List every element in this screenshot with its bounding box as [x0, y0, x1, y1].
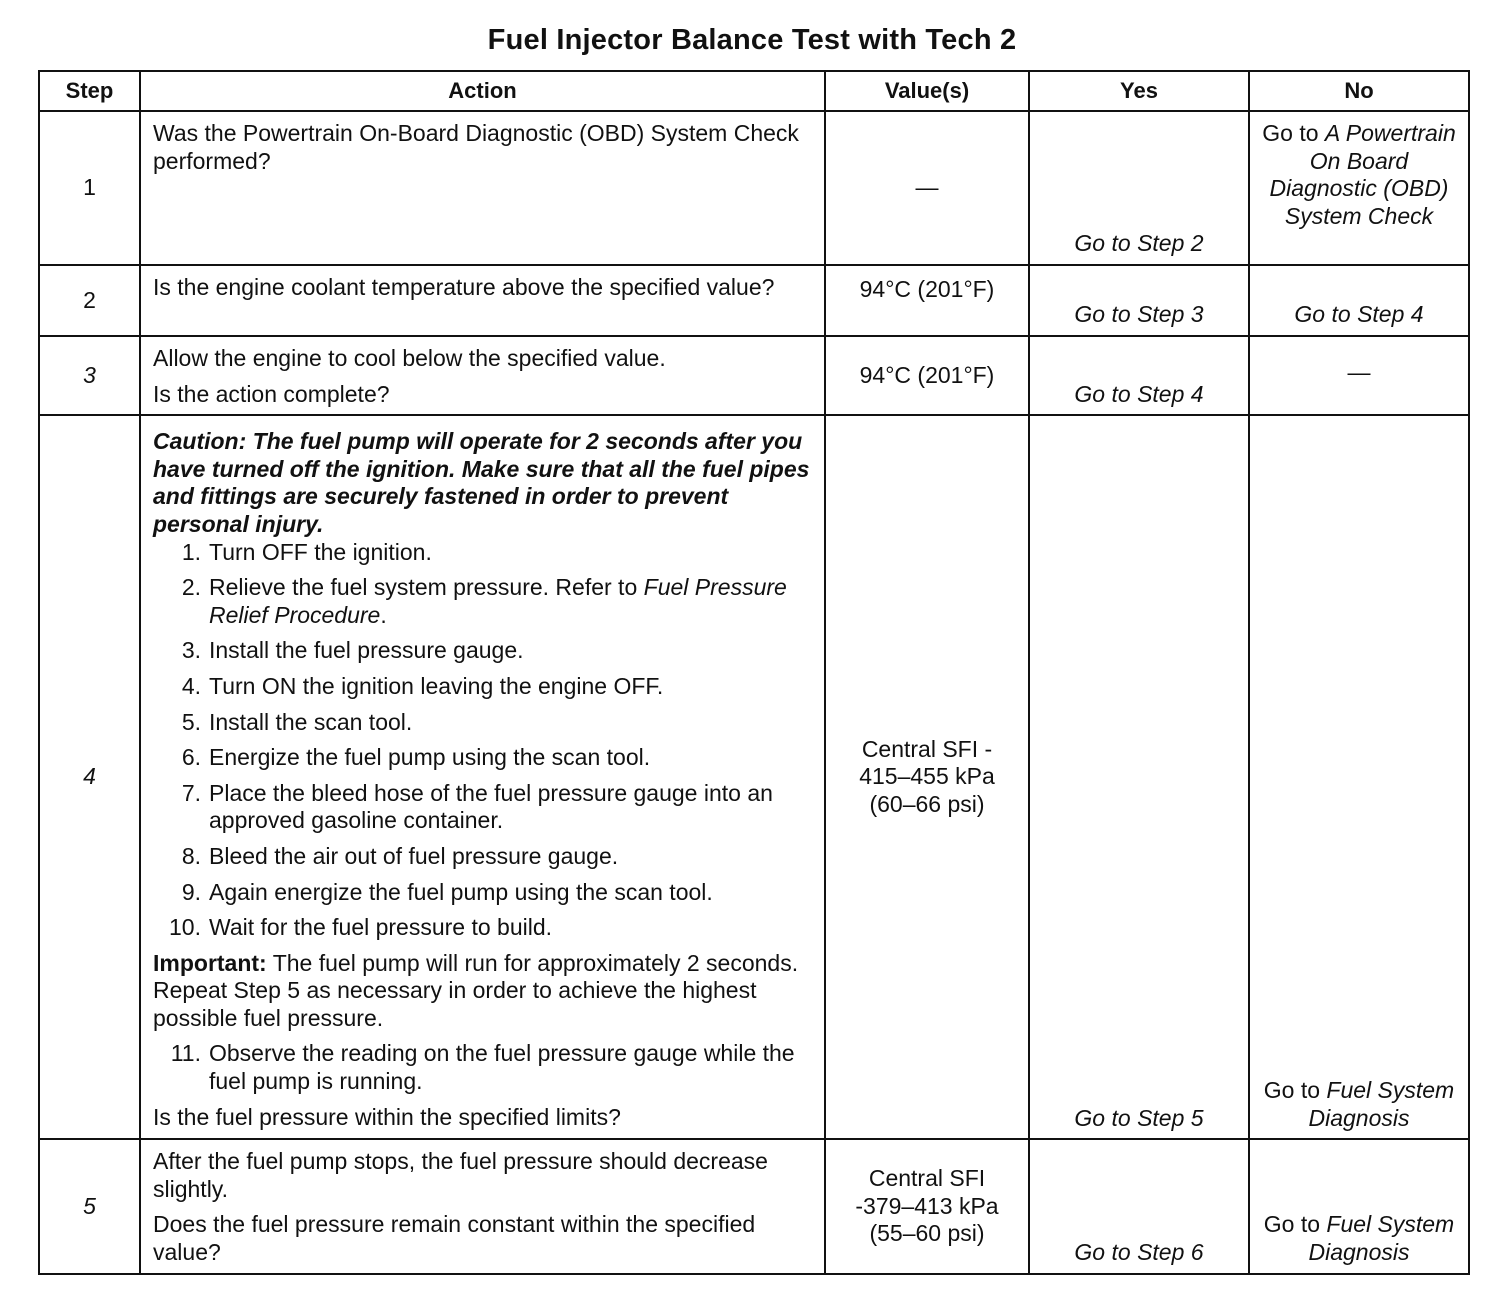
value-line: Central SFI - — [861, 735, 993, 762]
table-row — [39, 265, 1469, 336]
step-number: 1 — [39, 111, 140, 265]
yes-link[interactable]: Go to Step 4 — [1074, 380, 1204, 407]
header-no: No — [1249, 71, 1469, 111]
substep-number: 3. — [181, 637, 201, 664]
value-line: Central SFI — [868, 1164, 986, 1191]
list-item — [153, 1040, 814, 1095]
action-cell — [140, 415, 825, 1139]
no-link[interactable]: Go to Step 4 — [1294, 301, 1424, 328]
substep-text — [209, 574, 814, 629]
list-item — [153, 879, 814, 907]
substep-number: 5. — [181, 708, 201, 735]
step-number: 3 — [39, 336, 140, 415]
substep-number: 9. — [181, 878, 201, 905]
header-step: Step — [39, 71, 140, 111]
action-question: Does the fuel pressure remain constant within the specified value? — [153, 1211, 756, 1265]
substep-number: 11. — [170, 1040, 201, 1067]
substep-number: 1. — [181, 538, 201, 565]
action-text: Allow the engine to cool below the specified value. — [153, 345, 666, 371]
no-cell — [1249, 265, 1469, 336]
yes-link[interactable]: Go to Step 5 — [1074, 1104, 1204, 1131]
caution-text: Caution: The fuel pump will operate for 2 seconds after you have turned off the ignition. Make sure that all the fuel pipes and fittings are securely fastened in order to prevent personal injury. — [153, 428, 810, 537]
substep-number: 10. — [169, 914, 201, 941]
substep-number: 8. — [181, 842, 201, 869]
list-item — [153, 914, 814, 942]
yes-link[interactable]: Go to Step 3 — [1074, 301, 1204, 328]
no-link[interactable]: A Powertrain On Board Diagnostic (OBD) System Check — [1269, 120, 1456, 229]
substep-text: Turn ON the ignition leaving the engine OFF. — [209, 672, 664, 699]
yes-link[interactable]: Go to Step 2 — [1074, 230, 1204, 257]
important-note — [153, 950, 814, 1033]
substep-list — [153, 1040, 814, 1095]
list-item — [153, 673, 814, 701]
header-row — [39, 71, 1469, 111]
list-item — [153, 637, 814, 665]
no-link[interactable]: Fuel System Diagnosis — [1308, 1211, 1455, 1265]
table-row — [39, 336, 1469, 415]
no-cell — [1249, 111, 1469, 265]
value-line: (60–66 psi) — [869, 790, 985, 817]
header-yes: Yes — [1029, 71, 1249, 111]
table-row — [39, 415, 1469, 1139]
value-cell — [825, 415, 1029, 1139]
value-line: (55–60 psi) — [869, 1220, 985, 1247]
value-text: 94°C (201°F) — [859, 361, 995, 388]
no-cell — [1249, 1139, 1469, 1273]
substep-text: Place the bleed hose of the fuel pressure gauge into an approved gasoline container. — [209, 779, 773, 834]
no-cell — [1249, 415, 1469, 1139]
no-prefix: Go to — [1262, 120, 1325, 146]
yes-cell — [1029, 111, 1249, 265]
list-item — [153, 744, 814, 772]
substep-text: Install the scan tool. — [209, 708, 413, 735]
no-prefix: Go to — [1263, 1077, 1327, 1103]
page-title: Fuel Injector Balance Test with Tech 2 — [487, 24, 1017, 56]
substep-text: Wait for the fuel pressure to build. — [209, 914, 553, 941]
substep-text: Again energize the fuel pump using the scan tool. — [209, 878, 713, 905]
important-label: Important: — [153, 949, 267, 976]
header-action: Action — [140, 71, 825, 111]
table-row — [39, 111, 1469, 265]
step-number: 2 — [39, 265, 140, 336]
substep-text: Install the fuel pressure gauge. — [209, 637, 524, 664]
substep-text-part: Relieve the fuel system pressure. Refer to — [209, 574, 644, 601]
procedure-link[interactable]: Fuel Pressure Relief Procedure — [209, 574, 787, 628]
action-cell — [140, 336, 825, 415]
action-question: Is the action complete? — [153, 380, 390, 407]
header-values: Value(s) — [825, 71, 1029, 111]
list-item — [153, 574, 814, 629]
substep-number: 7. — [181, 779, 201, 806]
yes-cell — [1029, 336, 1249, 415]
substep-text: Turn OFF the ignition. — [209, 538, 432, 565]
substep-text: Observe the reading on the fuel pressure gauge while the fuel pump is running. — [209, 1040, 795, 1095]
action-cell — [140, 111, 825, 265]
value-line: 415–455 kPa — [859, 763, 995, 790]
important-text: The fuel pump will run for approximately 2 seconds. Repeat Step 5 as necessary in order to achieve the highest possible fuel pressure. — [153, 949, 799, 1031]
substep-number: 4. — [181, 672, 201, 699]
no-link[interactable]: Fuel System Diagnosis — [1308, 1077, 1455, 1131]
no-prefix: Go to — [1263, 1211, 1327, 1238]
value-cell — [825, 111, 1029, 265]
diagnostic-table — [38, 70, 1470, 1275]
value-cell — [825, 265, 1029, 336]
yes-cell — [1029, 415, 1249, 1139]
yes-link[interactable]: Go to Step 6 — [1074, 1238, 1204, 1265]
list-item — [153, 539, 814, 567]
action-text: After the fuel pump stops, the fuel pressure should decrease slightly. — [153, 1148, 768, 1202]
step-number: 5 — [39, 1139, 140, 1273]
list-item — [153, 709, 814, 737]
value-line: -379–413 kPa — [855, 1192, 999, 1219]
step-number: 4 — [39, 415, 140, 1139]
value-text: — — [915, 174, 939, 201]
no-text: — — [1347, 358, 1371, 385]
list-item — [153, 843, 814, 871]
action-text: Is the engine coolant temperature above the specified value? — [153, 274, 775, 300]
table-row — [39, 1139, 1469, 1273]
action-question: Is the fuel pressure within the specified limits? — [153, 1103, 621, 1130]
yes-cell — [1029, 265, 1249, 336]
value-text: 94°C (201°F) — [859, 276, 995, 302]
value-cell — [825, 336, 1029, 415]
substep-text: Energize the fuel pump using the scan tool. — [209, 744, 651, 771]
no-cell — [1249, 336, 1469, 415]
substep-text: Bleed the air out of fuel pressure gauge. — [209, 842, 619, 869]
substep-list — [153, 539, 814, 942]
value-cell — [825, 1139, 1029, 1273]
substep-number: 6. — [181, 744, 201, 771]
yes-cell — [1029, 1139, 1249, 1273]
substep-text-end: . — [380, 601, 387, 628]
substep-number: 2. — [181, 574, 201, 601]
action-cell — [140, 265, 825, 336]
action-cell — [140, 1139, 825, 1273]
action-text: Was the Powertrain On-Board Diagnostic (OBD) System Check performed? — [153, 120, 799, 174]
list-item — [153, 780, 814, 835]
